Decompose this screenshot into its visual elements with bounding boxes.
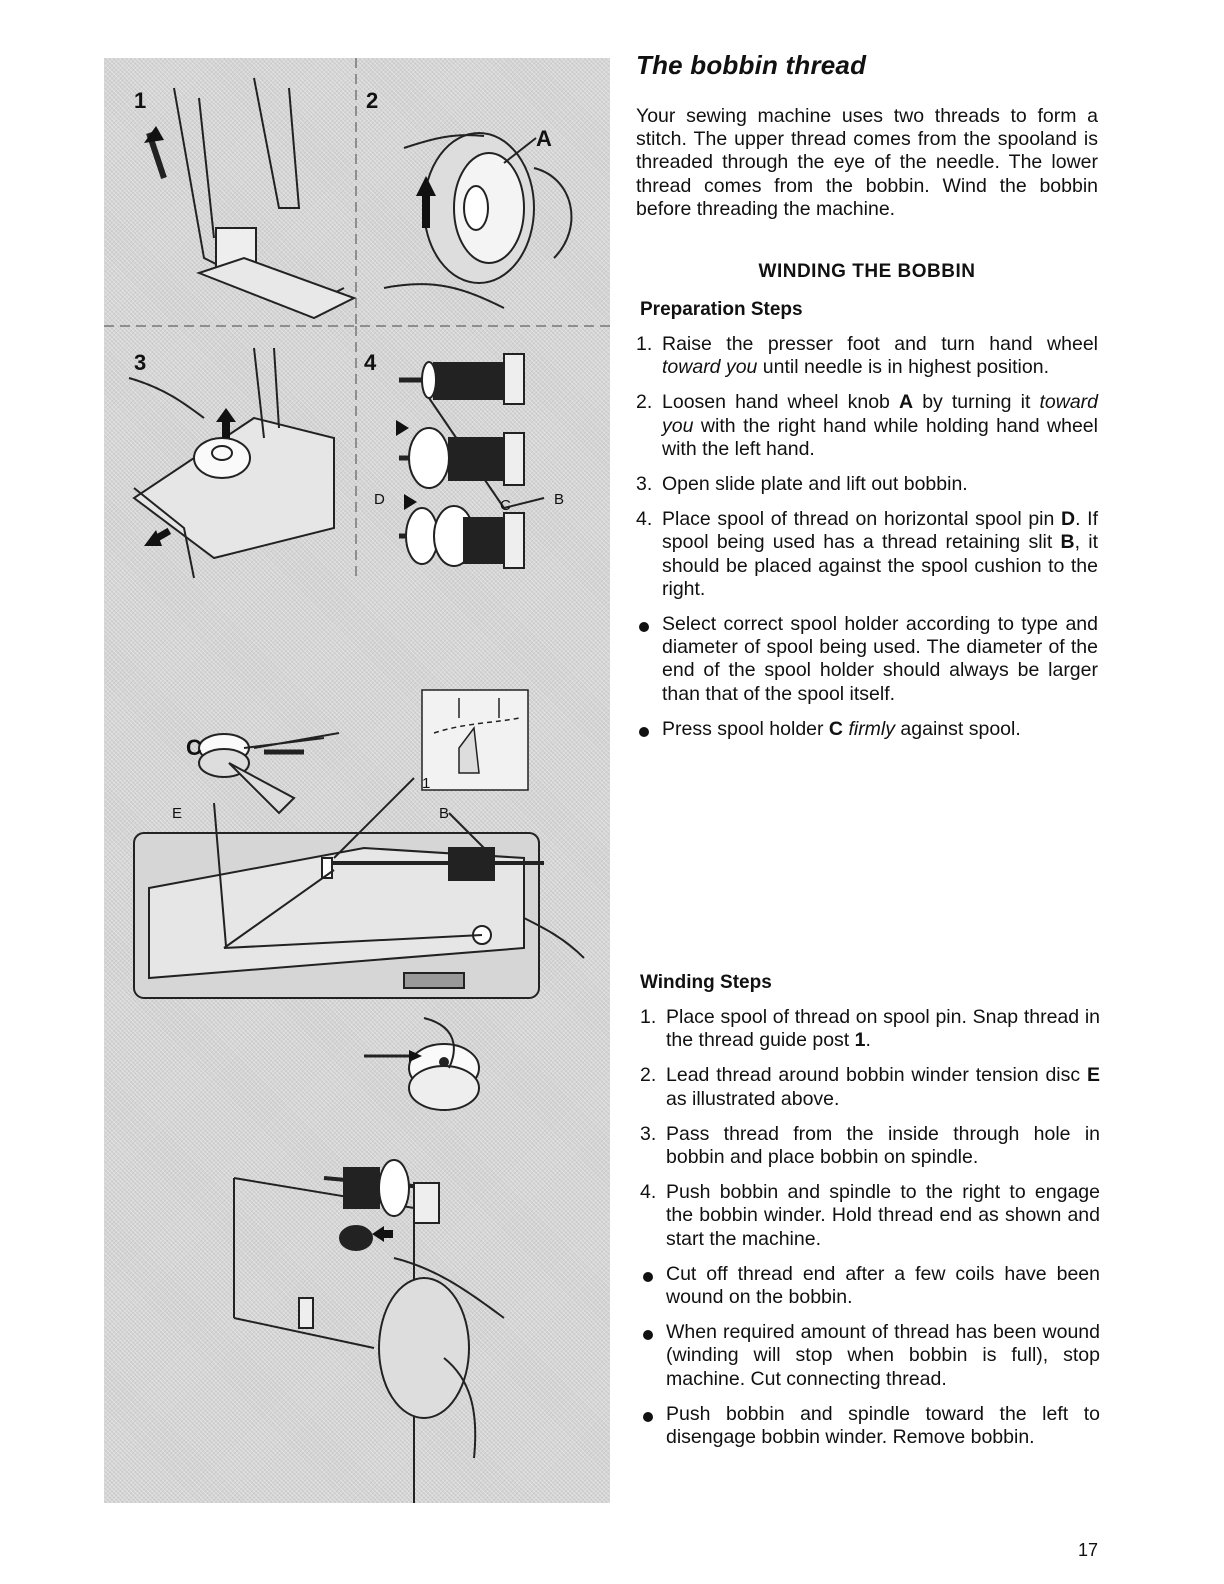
winding-heading: Winding Steps xyxy=(640,972,772,993)
figure-1-number: 1 xyxy=(134,88,147,113)
figure-2-number: 2 xyxy=(366,88,379,113)
label-c-upper: C xyxy=(186,735,202,760)
page-number: 17 xyxy=(1078,1540,1099,1560)
page-title: The bobbin thread xyxy=(636,50,867,80)
preparation-bullet xyxy=(636,718,1098,741)
winding-steps xyxy=(640,1006,1100,1251)
label-disc-e: E xyxy=(172,805,183,822)
bullet-dot xyxy=(643,1272,653,1282)
preparation-heading: Preparation Steps xyxy=(640,299,803,321)
step-number: 4. xyxy=(640,1181,657,1204)
label-knob-a: A xyxy=(536,126,552,151)
label-cushion-b: B xyxy=(439,805,450,822)
label-slit-b: B xyxy=(554,491,565,508)
bullet-dot xyxy=(643,1330,653,1340)
preparation-bullet xyxy=(636,613,1098,706)
bullet-text: Select correct spool holder according to type and diameter of spool being used. The diameter of the end of the spool holder should always be larger than that of the spool itself. xyxy=(662,613,1098,705)
bullet-text: When required amount of thread has been wound (winding will stop when bobbin is full), stop machine. Cut connecting thread. xyxy=(666,1321,1100,1390)
step-number: 3. xyxy=(640,1122,657,1145)
step-text: Raise the presser foot and turn hand wheel toward you until needle is in highest position. xyxy=(662,333,1098,379)
figure-4-spool-pin xyxy=(396,354,544,568)
step-number: 2. xyxy=(640,1064,657,1087)
preparation-step xyxy=(636,473,1098,496)
figure-machine-top xyxy=(134,778,584,998)
illustration-panel xyxy=(104,58,610,1503)
winding-bullet xyxy=(640,1403,1100,1449)
winding-step xyxy=(640,1181,1100,1251)
preparation-steps xyxy=(636,333,1098,601)
bullet-dot xyxy=(643,1412,653,1422)
figure-3-slide-plate xyxy=(129,348,334,578)
step-number: 2. xyxy=(636,391,653,414)
figure-tension-disc xyxy=(199,733,339,813)
bullet-text: Cut off thread end after a few coils have been wound on the bobbin. xyxy=(666,1262,1100,1309)
step-text: Pass thread from the inside through hole in bobbin and place bobbin on spindle. xyxy=(666,1122,1100,1169)
winding-step xyxy=(640,1006,1100,1052)
bullet-dot xyxy=(639,622,649,632)
step-text: Lead thread around bobbin winder tension disc E as illustrated above. xyxy=(666,1064,1100,1110)
preparation-step xyxy=(636,391,1098,461)
section-heading: WINDING THE BOBBIN xyxy=(758,261,976,283)
figure-bobbin-winder xyxy=(234,1160,504,1503)
winding-bullet xyxy=(640,1263,1100,1309)
winding-column xyxy=(640,972,1100,1461)
figure-4-number: 4 xyxy=(364,350,377,375)
preparation-step xyxy=(636,508,1098,601)
winding-step xyxy=(640,1123,1100,1169)
intro-paragraph: Your sewing machine uses two threads to form a stitch. The upper thread comes from the spooland is threaded through the eye of the needle. The lower thread comes from the bobbin. Wind the bobbin before threading the machine. xyxy=(636,105,1098,220)
instructions-column xyxy=(636,50,1098,753)
step-text: Open slide plate and lift out bobbin. xyxy=(662,473,968,496)
bullet-text: Push bobbin and spindle toward the left to disengage bobbin winder. Remove bobbin. xyxy=(666,1402,1100,1449)
illustration-drawing xyxy=(104,58,610,1503)
step-number: 3. xyxy=(636,473,653,496)
step-number: 1. xyxy=(640,1006,657,1028)
winding-bullets xyxy=(640,1263,1100,1449)
preparation-step xyxy=(636,333,1098,379)
preparation-bullets xyxy=(636,613,1098,741)
step-text: Place spool of thread on horizontal spool pin D. If spool being used has a thread retaining slit B, it should be placed against the spool cushion to the right. xyxy=(662,508,1099,600)
label-guide-post-1: 1 xyxy=(422,775,431,792)
step-text: Loosen hand wheel knob A by turning it toward you with the right hand while holding hand wheel with the left hand. xyxy=(662,391,1098,460)
bullet-dot xyxy=(639,727,649,737)
label-spool-pin-d: D xyxy=(374,491,385,508)
figure-1-presser-foot xyxy=(144,78,354,318)
winding-bullet xyxy=(640,1321,1100,1391)
bullet-text: Press spool holder C firmly against spool. xyxy=(662,717,1021,740)
label-spool-holder-c: C xyxy=(500,497,511,514)
figure-3-number: 3 xyxy=(134,350,147,375)
inset-thread-guide xyxy=(422,690,528,790)
step-text: Push bobbin and spindle to the right to engage the bobbin winder. Hold thread end as shown and start the machine. xyxy=(666,1181,1100,1250)
step-number: 4. xyxy=(636,508,653,531)
winding-step xyxy=(640,1064,1100,1110)
step-text: Place spool of thread on spool pin. Snap thread in the thread guide post 1. xyxy=(666,1006,1100,1052)
figure-2-hand-wheel xyxy=(384,133,571,308)
step-number: 1. xyxy=(636,333,653,356)
figure-bobbin-detail xyxy=(364,1018,479,1110)
